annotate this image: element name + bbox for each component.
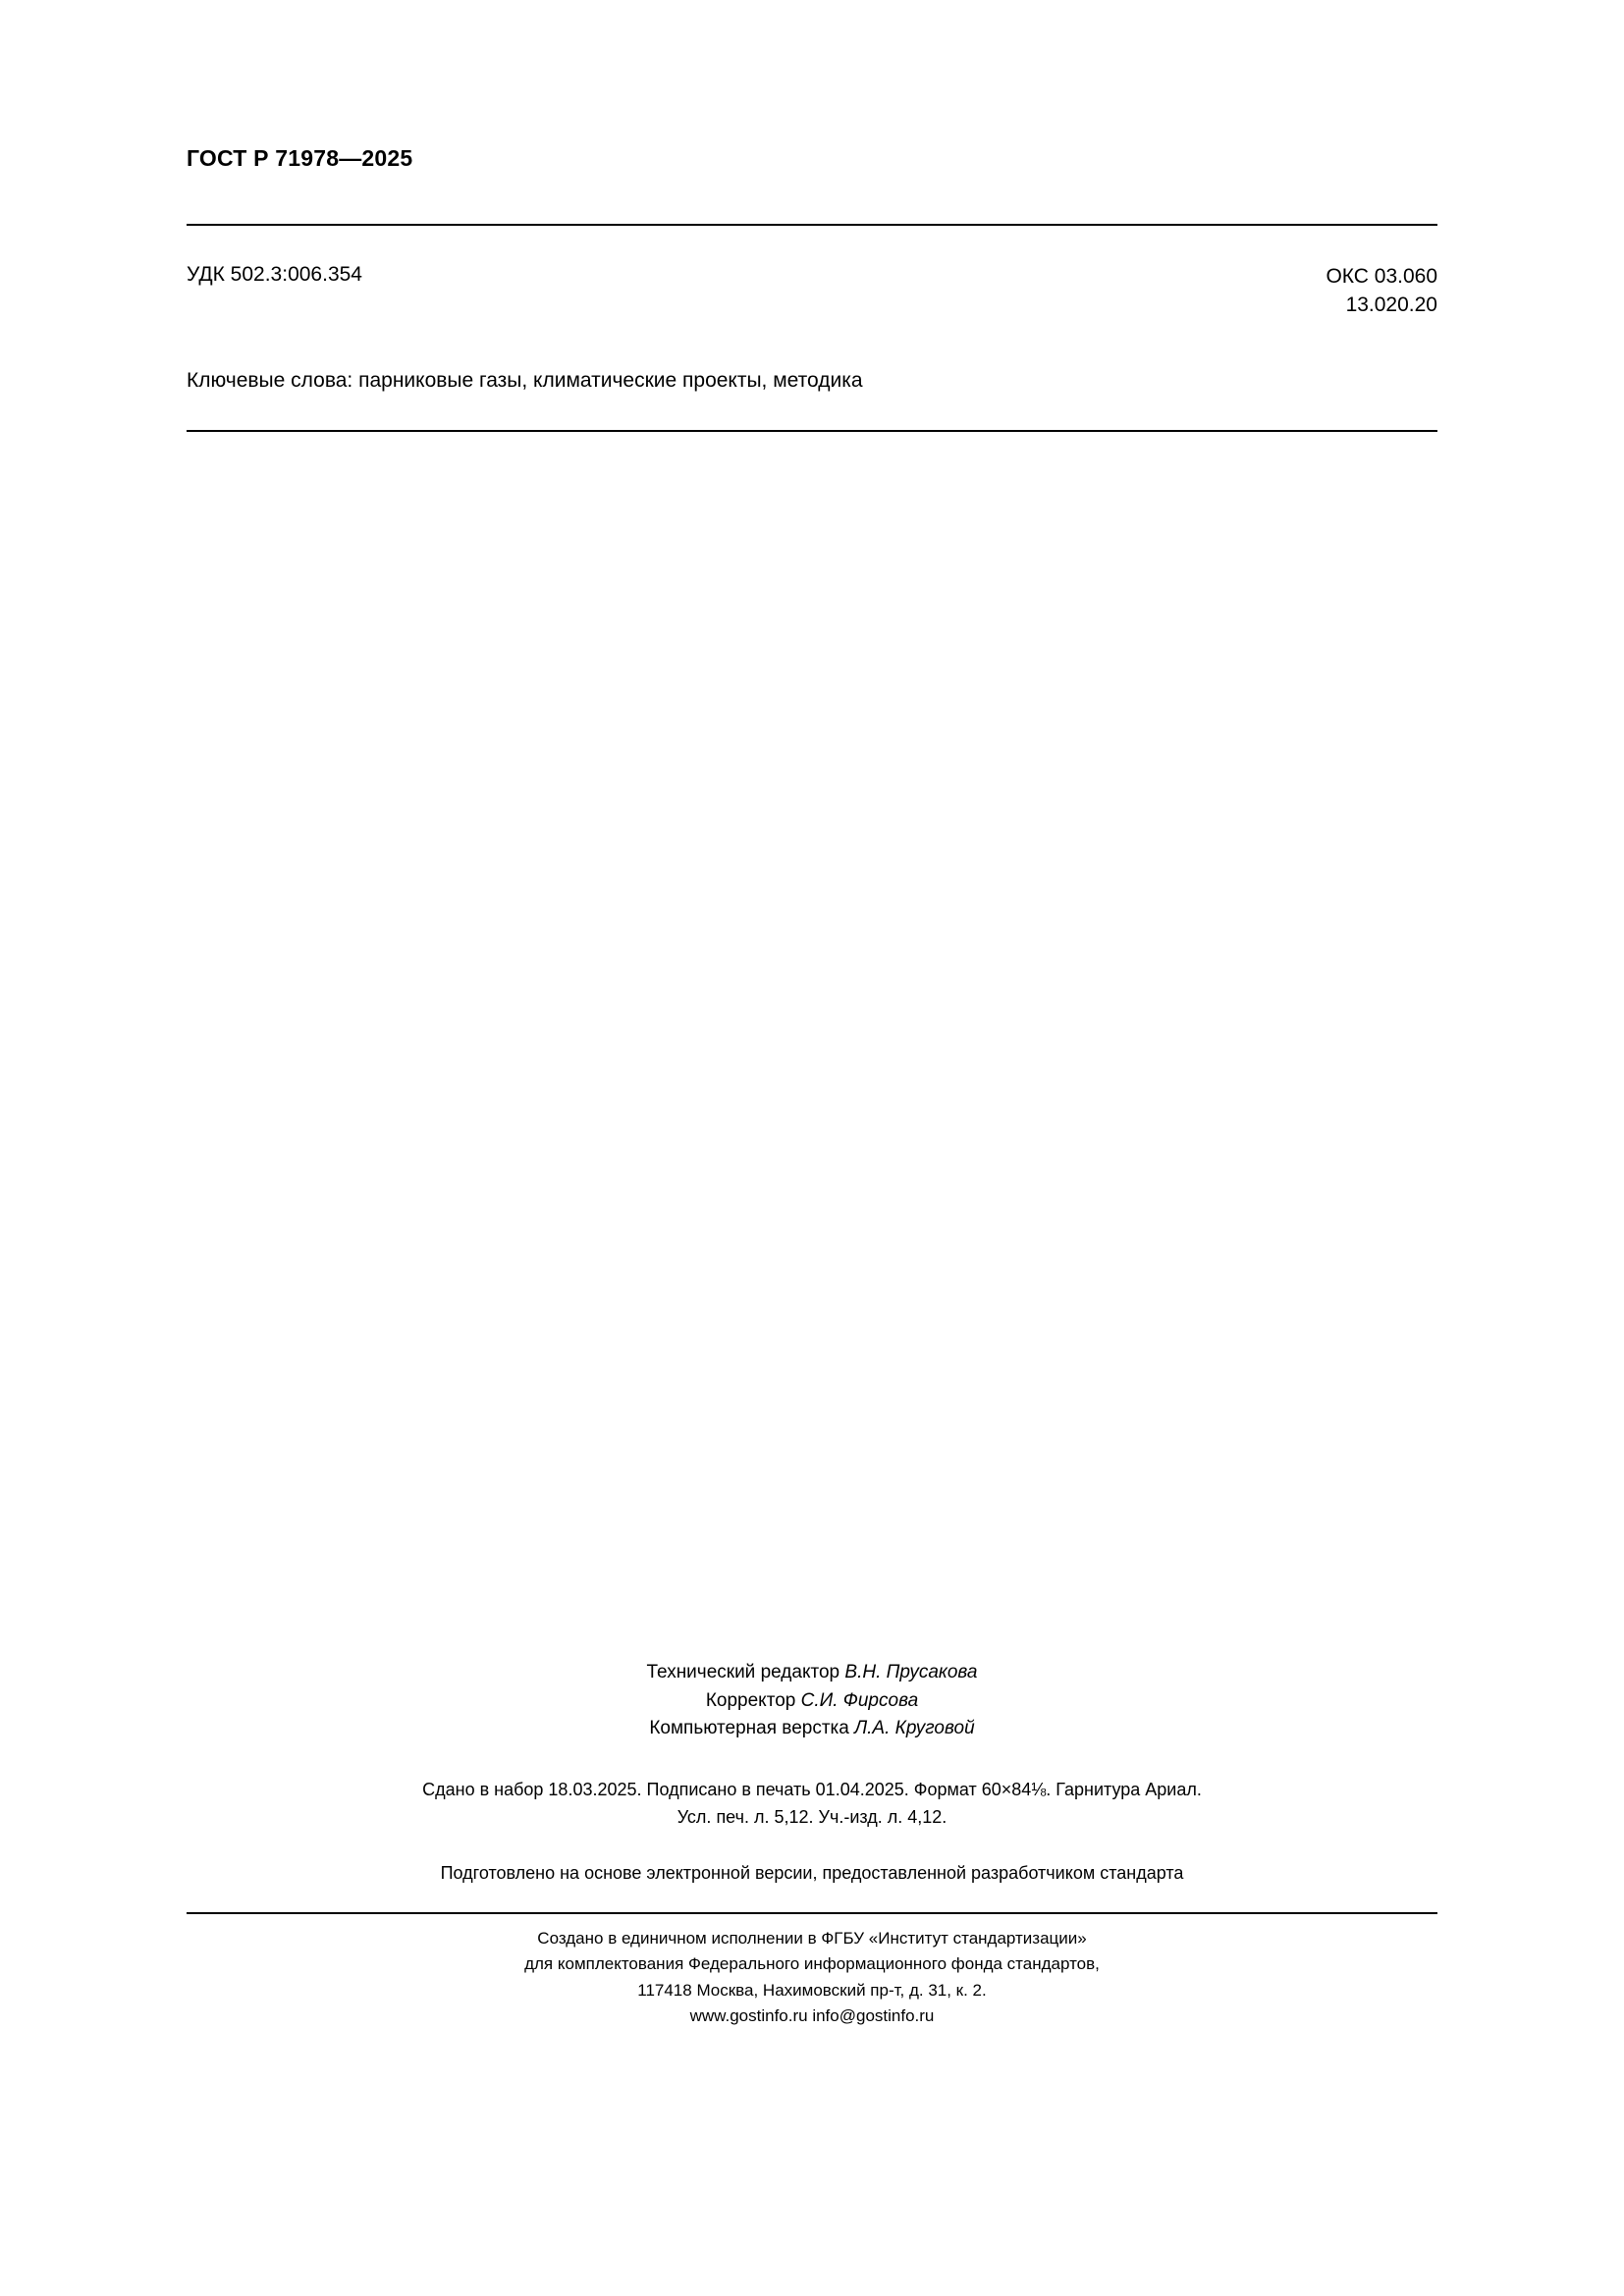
page-content (187, 0, 1437, 2296)
tech-editor-line (187, 1659, 1437, 1687)
standard-number-header: ГОСТ Р 71978—2025 (187, 145, 413, 171)
layout-name: Л.А. Круговой (854, 1718, 975, 1738)
print-info-line-2: Усл. печ. л. 5,12. Уч.-изд. л. 4,12. (677, 1806, 947, 1827)
print-info-line-1: Сдано в набор 18.03.2025. Подписано в печать 01.04.2025. Формат 60×84⅛. Гарнитура Ариал. (422, 1780, 1202, 1799)
oks-codes (1326, 263, 1437, 320)
oks-code-secondary: 13.020.20 (1345, 293, 1437, 316)
footer-line-4: www.gostinfo.ru info@gostinfo.ru (689, 2006, 935, 2026)
keywords-line: Ключевые слова: парниковые газы, климатические проекты, методика (187, 369, 863, 392)
udk-code: УДК 502.3:006.354 (187, 263, 362, 286)
footer-line-1: Создано в единичном исполнении в ФГБУ «Институт стандартизации» (537, 1929, 1087, 1948)
print-info-block (187, 1777, 1437, 1832)
prepared-note: Подготовлено на основе электронной версии, предоставленной разработчиком стандарта (440, 1863, 1184, 1883)
oks-code-primary: ОКС 03.060 (1326, 265, 1437, 288)
layout-label: Компьютерная верстка (649, 1718, 849, 1738)
corrector-name: С.И. Фирсова (800, 1689, 919, 1711)
footer-divider (187, 1912, 1437, 1914)
tech-editor-name: В.Н. Прусакова (844, 1662, 978, 1682)
tech-editor-label: Технический редактор (646, 1662, 840, 1682)
footer-line-3: 117418 Москва, Нахимовский пр-т, д. 31, к. 2. (637, 1980, 987, 2000)
footer-line-2: для комплектования Федерального информационного фонда стандартов, (524, 1954, 1100, 1974)
footer-block (187, 1926, 1437, 2029)
imprint-block (187, 1659, 1437, 1743)
corrector-line (187, 1687, 1437, 1716)
keywords-divider (187, 430, 1437, 432)
corrector-label: Корректор (705, 1689, 796, 1711)
header-divider (187, 224, 1437, 226)
layout-line (187, 1715, 1437, 1743)
